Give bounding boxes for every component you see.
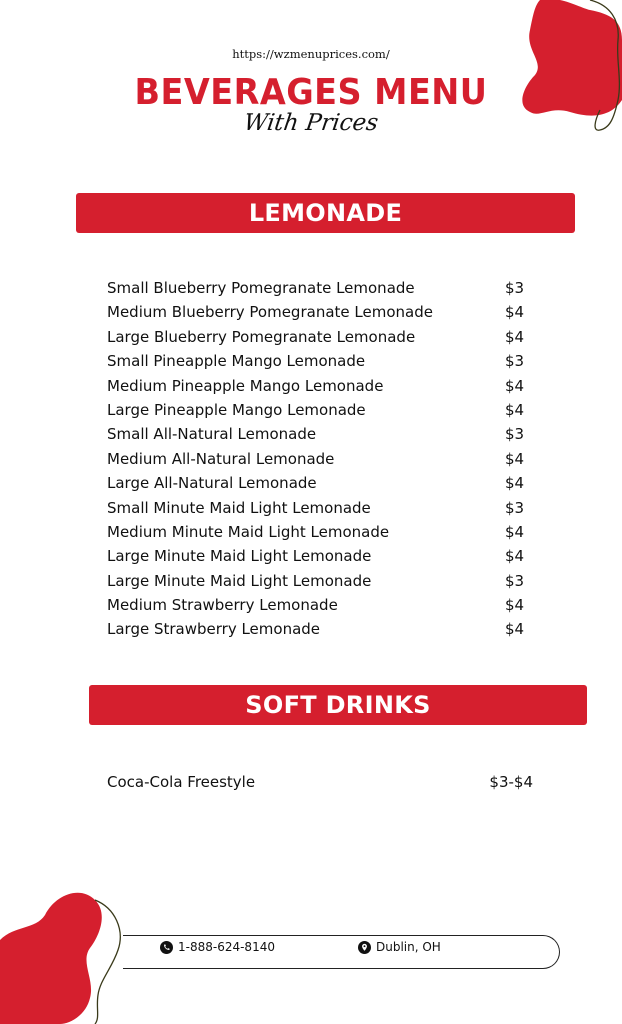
- item-name: Medium Strawberry Lemonade: [107, 596, 338, 615]
- item-price: $3-$4: [489, 773, 533, 791]
- item-name: Medium All-Natural Lemonade: [107, 449, 335, 468]
- item-price: $4: [505, 327, 525, 346]
- location-pin-icon: [358, 941, 371, 954]
- item-price: $4: [505, 547, 525, 566]
- item-name: Coca-Cola Freestyle: [107, 773, 256, 791]
- menu-item: [107, 770, 533, 794]
- website-url: https://wzmenuprices.com/: [232, 47, 390, 61]
- item-price: $3: [505, 352, 525, 371]
- item-price: $4: [505, 376, 525, 395]
- phone-number: 1-888-624-8140: [178, 940, 275, 954]
- menu-item: [107, 520, 527, 544]
- item-price: $4: [505, 303, 525, 322]
- item-name: Small Minute Maid Light Lemonade: [107, 498, 371, 517]
- item-name: Small All-Natural Lemonade: [107, 425, 317, 444]
- section-header-lemonade: LEMONADE: [76, 193, 575, 233]
- item-name: Large Pineapple Mango Lemonade: [107, 400, 366, 419]
- item-price: $4: [505, 400, 525, 419]
- footer-phone: [156, 940, 279, 954]
- item-price: $3: [505, 425, 525, 444]
- menu-item: [107, 325, 527, 349]
- menu-item: [107, 447, 527, 471]
- item-price: $4: [505, 474, 525, 493]
- item-name: Large Blueberry Pomegranate Lemonade: [107, 327, 416, 346]
- phone-icon: [160, 941, 173, 954]
- item-price: $4: [505, 620, 525, 639]
- item-name: Large Minute Maid Light Lemonade: [107, 571, 372, 590]
- item-name: Medium Pineapple Mango Lemonade: [107, 376, 384, 395]
- menu-item: [107, 398, 527, 422]
- menu-item: [107, 544, 527, 568]
- location-text: Dublin, OH: [376, 940, 441, 954]
- item-name: Small Blueberry Pomegranate Lemonade: [107, 279, 415, 297]
- footer-location: [354, 940, 445, 954]
- item-price: $4: [505, 449, 525, 468]
- menu-item: [107, 374, 527, 398]
- menu-item: [107, 349, 527, 373]
- menu-item: [107, 471, 527, 495]
- menu-item: [107, 496, 527, 520]
- item-price: $3: [505, 498, 525, 517]
- item-name: Small Pineapple Mango Lemonade: [107, 352, 366, 371]
- item-name: Medium Blueberry Pomegranate Lemonade: [107, 303, 433, 322]
- item-name: Large Minute Maid Light Lemonade: [107, 547, 372, 566]
- decorative-blob-bottom: [0, 880, 130, 1024]
- item-price: $3: [505, 571, 525, 590]
- menu-item: [107, 569, 527, 593]
- menu-subtitle: With Prices: [242, 110, 380, 136]
- item-price: $4: [505, 522, 525, 541]
- section-header-soft-drinks: SOFT DRINKS: [89, 685, 587, 725]
- menu-item: [107, 617, 527, 641]
- menu-title: BEVERAGES MENU: [134, 72, 488, 113]
- soft-drinks-list: [107, 770, 533, 794]
- item-price: $3: [505, 279, 525, 297]
- item-name: Medium Minute Maid Light Lemonade: [107, 522, 390, 541]
- item-name: Large All-Natural Lemonade: [107, 474, 317, 493]
- menu-item: [107, 276, 527, 300]
- item-name: Large Strawberry Lemonade: [107, 620, 321, 639]
- item-price: $4: [505, 596, 525, 615]
- menu-item: [107, 300, 527, 324]
- menu-item: [107, 422, 527, 446]
- lemonade-list: [107, 276, 527, 642]
- menu-item: [107, 593, 527, 617]
